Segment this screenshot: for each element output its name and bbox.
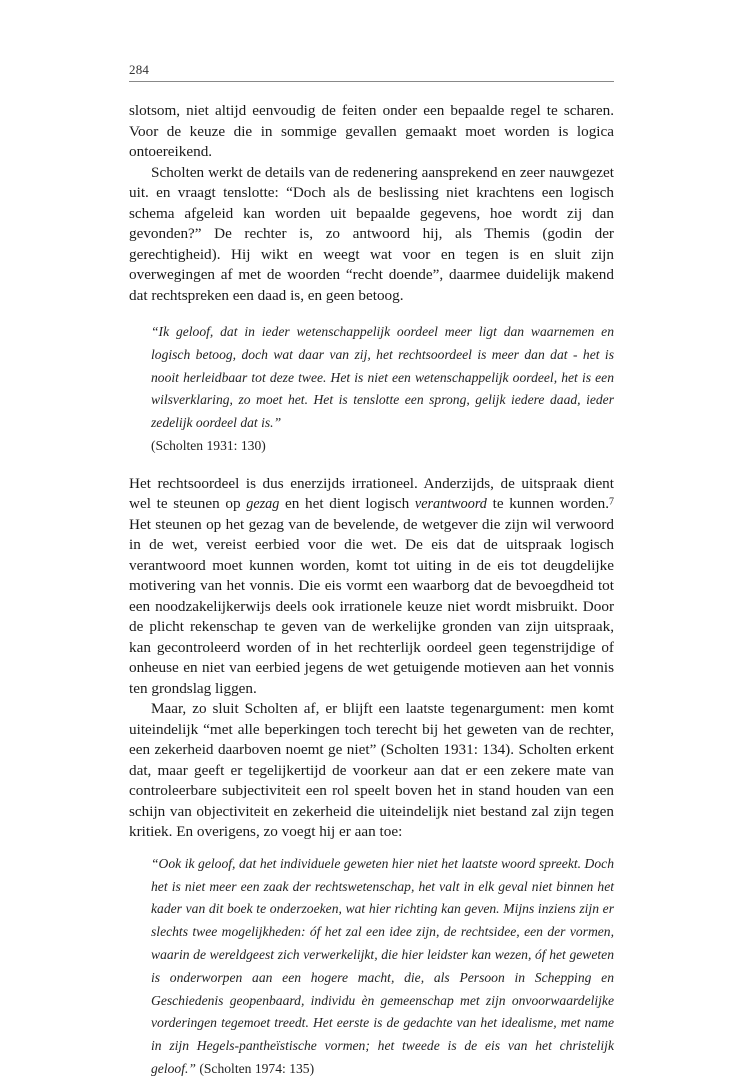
text-column	[129, 101, 614, 1081]
paragraph-1: slotsom, niet altijd eenvoudig de feiten onder een bepaalde regel te scharen. Voor de keuze die in sommige gevallen gemaakt moet worden is logica ontoereikend.	[129, 102, 614, 160]
block-quote-1-citation: (Scholten 1931: 130)	[151, 437, 266, 453]
paragraph-4: Maar, zo sluit Scholten af, er blijft een laatste tegenargument: men komt uiteindelijk “met alle beperkingen toch terecht bij het geweten van de rechter, een zekerheid daarboven noemt ge niet” (Scholten 1931: 134). Scholten erkent dat, maar geeft er tegelijkertijd de voorkeur aan dat er een zekere mate van controleerbare subjectiviteit een rol speelt boven het in stand houden van een schijn van objectiviteit en zekerheid die uiteindelijk niet bestand zal zijn tegen kritiek. En overigens, zo voegt hij er aan toe:	[129, 700, 614, 841]
block-quote-2	[129, 853, 614, 1081]
block-quote-1	[129, 321, 614, 458]
paragraph-3-part1: Het rechtsoordeel is dus enerzijds irrationeel. Anderzijds, de uitspraak dient wel te steunen op	[129, 474, 614, 513]
paragraph-3-part3: te kunnen worden.	[486, 495, 609, 513]
paragraph-3-part4: Het steunen op het gezag van de bevelende, de wetgever die zijn wil verwoord in de wet, vereist eerbied voor die wet. De eis dat de uitspraak logisch verantwoord moet kunnen worden, komt tot uiting in de eis tot deugdelijke motivering van het vonnis. Die eis vormt een waarborg dat de bevoegdheid tot een noodzakelijkerwijs deels ook irrationele keuze niet wordt misbruikt. Door de plicht rekenschap te geven van de werkelijke gronden van zijn uitspraak, kan gecontroleerd worden of in het rechterlijk oordeel geen tegenstrijdige of onheuse en niet van eerbied jegens de wet getuigende motieven aan het vonnis ten grondslag liggen.	[129, 515, 614, 697]
term-gezag: gezag	[246, 496, 280, 513]
spacer	[129, 306, 614, 321]
spacer	[129, 843, 614, 853]
footnote-marker[interactable]: 7	[609, 496, 614, 508]
paragraph-2: Scholten werkt de details van de redenering aansprekend en zeer nauwgezet uit. en vraagt tenslotte: “Doch als de beslissing niet krachtens een logisch schema afgeleid kan worden uit bepaalde gegevens, hoe wordt zij dan gevonden?” De rechter is, zo antwoord hij, als Themis (godin der gerechtigheid). Hij wikt en weegt wat voor en tegen is en sluit zijn overwegingen af met de woorden “recht doende”, daarmee duidelijk makend dat rechtspreken een daad is, en geen betoog.	[129, 163, 614, 304]
header-rule	[129, 81, 614, 82]
spacer	[129, 458, 614, 474]
block-quote-1-text: “Ik geloof, dat in ieder wetenschappelijk oordeel meer ligt dan waarnemen en logisch betoog, doch wat daar van zij, het rechtsoordeel is meer dan dat - het is nooit herleidbaar tot deze twee. Het is niet een wetenschappelijk oordeel, het is een wilsverklaring, zo moet het. Het is tenslotte een sprong, gelijk iedere daad, ieder zedelijk oordeel dat is.”	[151, 324, 614, 431]
term-verantwoord: verantwoord	[414, 496, 487, 513]
page-number: 284	[129, 62, 150, 77]
paragraph-3-part2: en het dient logisch	[279, 495, 415, 513]
block-quote-2-citation: (Scholten 1974: 135)	[199, 1060, 315, 1076]
paragraph-3	[129, 474, 614, 700]
block-quote-2-text: “Ook ik geloof, dat het individuele geweten hier niet het laatste woord spreekt. Doch het is niet meer een zaak der rechtswetenschap, het valt in elk geval niet binnen het kader van dit boek te onderzoeken, wat hier richting kan geven. Mijns inziens zijn er slechts twee mogelijkheden: óf het zal een idee zijn, de rechtsidee, een der vormen, waarin de wereldgeest zich verwerkelijkt, die hier leidster kan wezen, óf het geweten is onderworpen aan een hogere macht, die, als Persoon in Schepping en Geschiedenis geopenbaard, individu èn gemeenschap met zijn onvoorwaardelijke vorderingen tegemoet treedt. Het eerste is de gedachte van het idealisme, met name in zijn Hegels-pantheïstische vormen; het tweede is de eis van het christelijk geloof.”	[151, 855, 614, 1076]
